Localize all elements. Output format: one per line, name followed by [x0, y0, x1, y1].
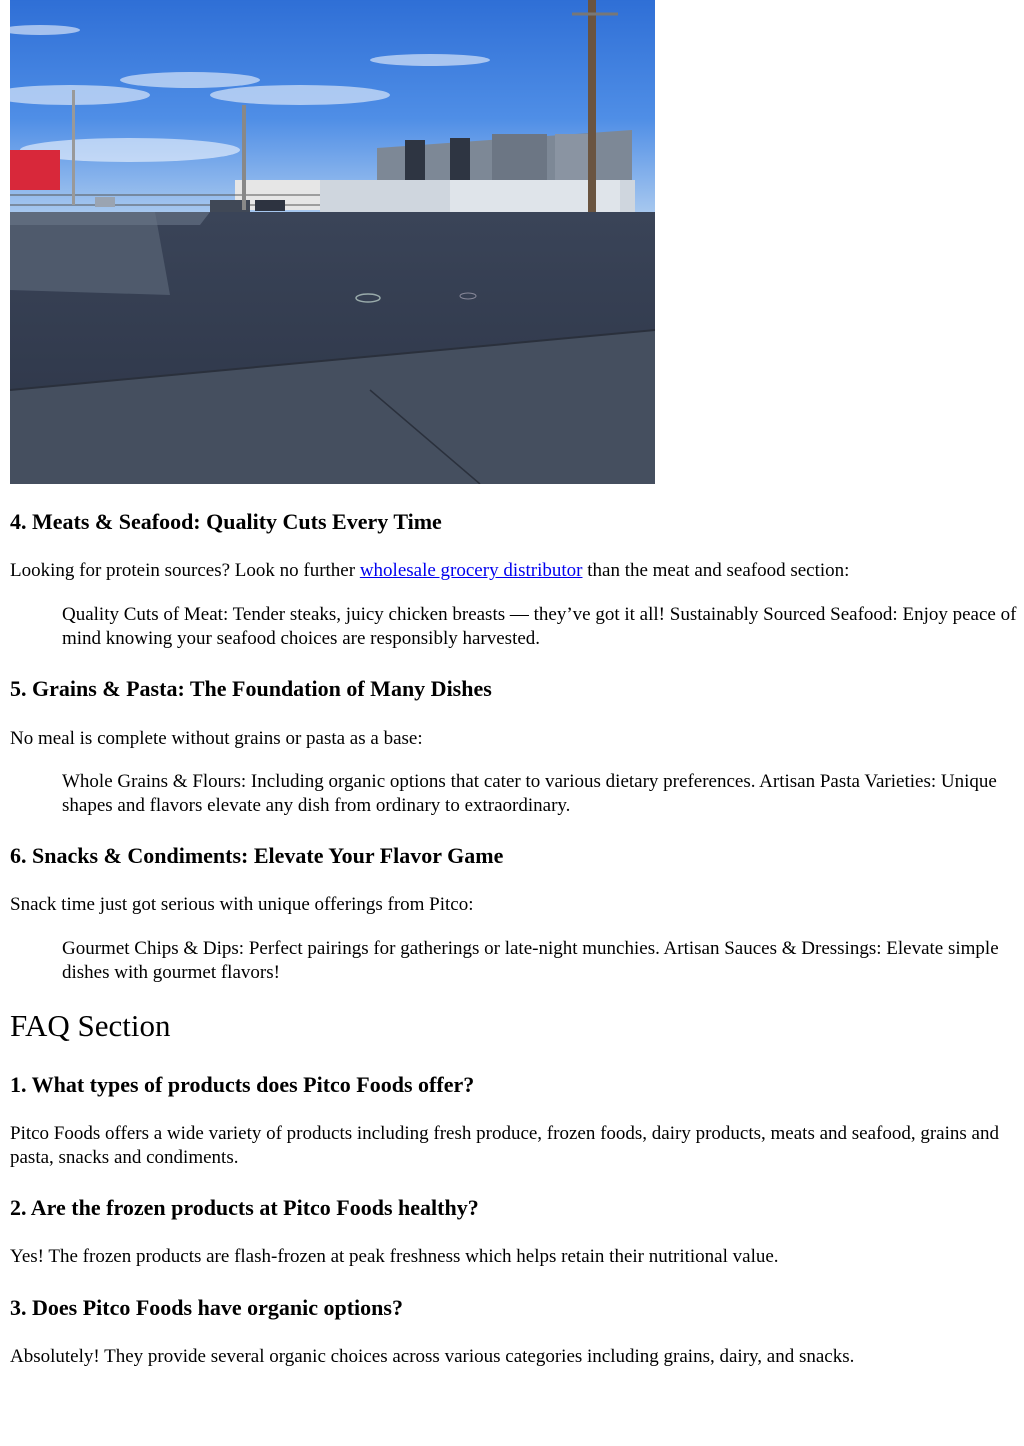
faq-answer-1: Pitco Foods offers a wide variety of products including fresh produce, frozen foods, dairy products, meats and seafood, grains and pasta, snacks and condiments. — [10, 1123, 999, 1168]
section-intro-snacks-condiments: Snack time just got serious with unique offerings from Pitco: — [10, 894, 474, 915]
wholesale-grocery-distributor-link[interactable]: wholesale grocery distributor — [359, 560, 583, 581]
section-heading-snacks-condiments: 6. Snacks & Condiments: Elevate Your Flavor Game — [10, 843, 504, 868]
section-heading-grains-pasta: 5. Grains & Pasta: The Foundation of Many Dishes — [10, 676, 492, 701]
section-details-snacks-condiments: Gourmet Chips & Dips: Perfect pairings for gatherings or late-night munchies. Artisan Sauces & Dressings: Elevate simple dishes with gourmet flavors! — [62, 938, 999, 983]
section-intro-meats-seafood — [10, 559, 1014, 583]
faq-title: FAQ Section — [10, 1008, 171, 1043]
faq-question-1: 1. What types of products does Pitco Foods offer? — [10, 1072, 475, 1097]
faq-question-3: 3. Does Pitco Foods have organic options? — [10, 1295, 403, 1320]
section-details-meats-seafood: Quality Cuts of Meat: Tender steaks, juicy chicken breasts — they’ve got it all! Sustainably Sourced Seafood: Enjoy peace of mind knowing your seafood choices are responsibly harvested. — [62, 604, 1017, 649]
faq-answer-3: Absolutely! They provide several organic choices across various categories including grains, dairy, and snacks. — [10, 1346, 855, 1367]
section-heading-meats-seafood: 4. Meats & Seafood: Quality Cuts Every Time — [10, 509, 442, 534]
section-intro-grains-pasta: No meal is complete without grains or pasta as a base: — [10, 728, 423, 749]
intro-text-before-link: Looking for protein sources? Look no further — [10, 560, 360, 581]
faq-answer-2: Yes! The frozen products are flash-frozen at peak freshness which helps retain their nutritional value. — [10, 1246, 779, 1267]
intro-text-after-link: than the meat and seafood section: — [582, 560, 850, 581]
faq-question-2: 2. Are the frozen products at Pitco Foods healthy? — [10, 1195, 479, 1220]
warehouse-street-photo — [10, 0, 655, 484]
section-details-grains-pasta: Whole Grains & Flours: Including organic options that cater to various dietary preferences. Artisan Pasta Varieties: Unique shapes and flavors elevate any dish from ordinary to extraordinary. — [62, 771, 997, 816]
